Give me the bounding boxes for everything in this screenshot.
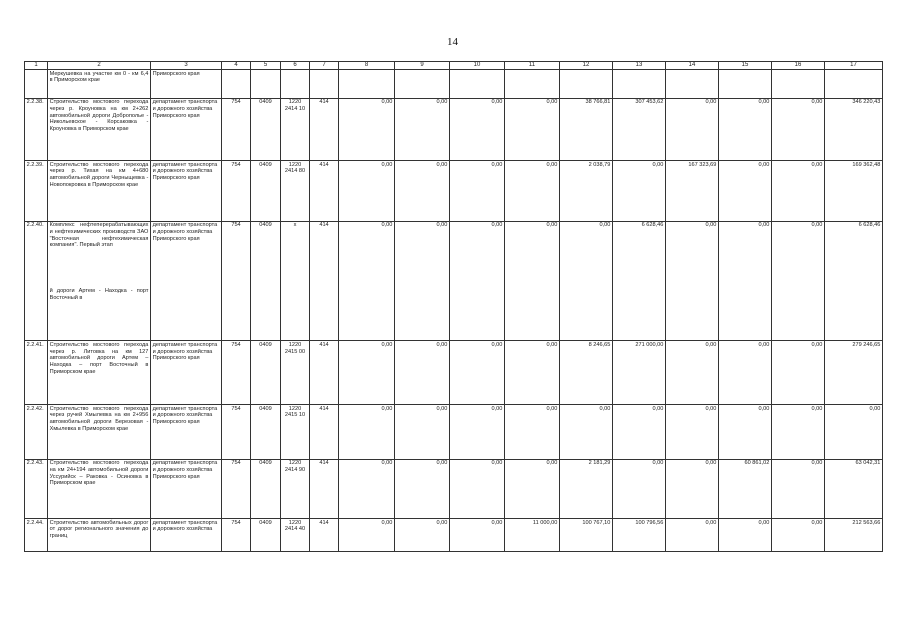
cell-c17: 0,00 [825, 404, 883, 459]
cell-c10: 0,00 [450, 519, 505, 552]
cell-c9: 0,00 [395, 161, 450, 222]
cell-c5: 0409 [251, 221, 281, 341]
column-header: 2 [48, 62, 151, 70]
item-name-text: Строительство мостового перехода через р. Тихая на км 4+680 автомобильной дороги Черныщевка - Новопокровка в Приморском крае [49, 161, 149, 188]
cell-c5: 0409 [251, 161, 281, 222]
item-name-text: Строительство мостового перехода на км 24+194 автомобильной дороги Уссурийск – Раковка - Осиновка в Приморском крае [49, 460, 149, 487]
item-name-text: Комплекс нефтеперерабатывающих и нефтехимических производств ЗАО "Восточная нефтехимическая компания". Первый этап [49, 222, 149, 249]
cell-c9: 0,00 [395, 459, 450, 519]
cell-c10: 0,00 [450, 404, 505, 459]
department: департамент транспорта и дорожного хозяйства Приморского края [151, 404, 222, 459]
column-header: 10 [450, 62, 505, 70]
cell-c12: 100 767,10 [560, 519, 613, 552]
column-header: 12 [560, 62, 613, 70]
department: департамент транспорта и дорожного хозяйства Приморского края [151, 459, 222, 519]
cell-c12 [560, 70, 613, 99]
cell-c10: 0,00 [450, 221, 505, 341]
cell-c6: 1220 2414 80 [281, 161, 310, 222]
cell-c16: 0,00 [772, 98, 825, 161]
item-number: 2.2.44. [25, 519, 48, 552]
cell-c12: 2 038,79 [560, 161, 613, 222]
cell-c8 [339, 70, 395, 99]
cell-c14: 0,00 [666, 221, 719, 341]
cell-c12: 38 766,81 [560, 98, 613, 161]
cell-c8: 0,00 [339, 161, 395, 222]
cell-c12: 8 246,65 [560, 341, 613, 405]
cell-c15: 0,00 [719, 519, 772, 552]
cell-c11: 0,00 [505, 404, 560, 459]
cell-c15: 0,00 [719, 341, 772, 405]
cell-c17: 6 628,46 [825, 221, 883, 341]
cell-c7: 414 [310, 161, 339, 222]
table-row [25, 519, 883, 552]
cell-c15: 0,00 [719, 221, 772, 341]
cell-c7: 414 [310, 98, 339, 161]
cell-c11: 0,00 [505, 341, 560, 405]
item-number [25, 70, 48, 99]
cell-c7: 414 [310, 404, 339, 459]
cell-c7 [310, 70, 339, 99]
item-name [48, 459, 151, 519]
cell-c14: 0,00 [666, 341, 719, 405]
cell-c5: 0409 [251, 459, 281, 519]
cell-c5 [251, 70, 281, 99]
item-name-text: Строительство мостового перехода через р. Литовка на км 127 автомобильной дороги Артем – Находка – порт Восточный в Приморском крае [49, 341, 149, 375]
cell-c4: 754 [222, 519, 251, 552]
cell-c7: 414 [310, 341, 339, 405]
cell-c16: 0,00 [772, 459, 825, 519]
cell-c13: 100 796,56 [613, 519, 666, 552]
cell-c12: 0,00 [560, 404, 613, 459]
table-row [25, 98, 883, 161]
item-name [48, 98, 151, 161]
cell-c11: 0,00 [505, 459, 560, 519]
column-header: 15 [719, 62, 772, 70]
item-number: 2.2.41. [25, 341, 48, 405]
cell-c17: 212 563,66 [825, 519, 883, 552]
cell-c8: 0,00 [339, 341, 395, 405]
cell-c8: 0,00 [339, 404, 395, 459]
cell-c8: 0,00 [339, 221, 395, 341]
cell-c12: 0,00 [560, 221, 613, 341]
cell-c15: 0,00 [719, 161, 772, 222]
column-header: 5 [251, 62, 281, 70]
cell-c17: 279 246,65 [825, 341, 883, 405]
table-row [25, 404, 883, 459]
cell-c11: 11 000,00 [505, 519, 560, 552]
cell-c17: 169 362,48 [825, 161, 883, 222]
cell-c15: 0,00 [719, 98, 772, 161]
cell-c16 [772, 70, 825, 99]
column-header: 1 [25, 62, 48, 70]
item-number: 2.2.43. [25, 459, 48, 519]
cell-c16: 0,00 [772, 404, 825, 459]
item-number: 2.2.39. [25, 161, 48, 222]
cell-c9: 0,00 [395, 98, 450, 161]
cell-c6: 1220 2414 90 [281, 459, 310, 519]
cell-c4: 754 [222, 404, 251, 459]
item-name-text: Меркушевка на участке км 0 - км 6,4 в Приморском крае [49, 70, 149, 84]
cell-c15 [719, 70, 772, 99]
item-name-text: Строительство автомобильных дорог от дорог регионального значения до границ [49, 519, 149, 540]
cell-c5: 0409 [251, 404, 281, 459]
table-row [25, 459, 883, 519]
department: департамент транспорта и дорожного хозяйства [151, 519, 222, 552]
item-name [48, 221, 151, 341]
item-name [48, 341, 151, 405]
cell-c10: 0,00 [450, 161, 505, 222]
cell-c6: 1220 2415 10 [281, 404, 310, 459]
cell-c9: 0,00 [395, 341, 450, 405]
cell-c4: 754 [222, 341, 251, 405]
table-row [25, 341, 883, 405]
item-number: 2.2.38. [25, 98, 48, 161]
cell-c13: 0,00 [613, 161, 666, 222]
item-number: 2.2.40. [25, 221, 48, 341]
cell-c9: 0,00 [395, 404, 450, 459]
column-header: 13 [613, 62, 666, 70]
cell-c16: 0,00 [772, 221, 825, 341]
cell-c4: 754 [222, 459, 251, 519]
cell-c6: x [281, 221, 310, 341]
cell-c16: 0,00 [772, 519, 825, 552]
cell-c8: 0,00 [339, 519, 395, 552]
cell-c13 [613, 70, 666, 99]
cell-c11: 0,00 [505, 221, 560, 341]
cell-c7: 414 [310, 519, 339, 552]
cell-c17: 346 220,43 [825, 98, 883, 161]
department: департамент транспорта и дорожного хозяйства Приморского края [151, 341, 222, 405]
cell-c15: 60 861,02 [719, 459, 772, 519]
cell-c9: 0,00 [395, 221, 450, 341]
cell-c10: 0,00 [450, 459, 505, 519]
cell-c17 [825, 70, 883, 99]
cell-c13: 271 000,00 [613, 341, 666, 405]
cell-c9: 0,00 [395, 519, 450, 552]
table-row [25, 221, 883, 341]
cell-c7: 414 [310, 459, 339, 519]
item-name-text: Строительство мостового перехода через р. Кроуновка на км 2+262 автомобильной дороги Доброполье - Никольевское - Корсаковка - Кроуновка в Приморском крае [49, 99, 149, 132]
cell-c16: 0,00 [772, 341, 825, 405]
cell-c8: 0,00 [339, 98, 395, 161]
cell-c15: 0,00 [719, 404, 772, 459]
department: департамент транспорта и дорожного хозяйства Приморского края [151, 221, 222, 341]
cell-c11: 0,00 [505, 161, 560, 222]
cell-c16: 0,00 [772, 161, 825, 222]
column-header: 3 [151, 62, 222, 70]
cell-c4: 754 [222, 98, 251, 161]
column-header: 11 [505, 62, 560, 70]
cell-c13: 6 628,46 [613, 221, 666, 341]
cell-c13: 0,00 [613, 459, 666, 519]
department: департамент транспорта и дорожного хозяйства Приморского края [151, 98, 222, 161]
page-number: 14 [447, 36, 458, 48]
cell-c4 [222, 70, 251, 99]
cell-c10: 0,00 [450, 341, 505, 405]
cell-c17: 63 042,31 [825, 459, 883, 519]
cell-c9 [395, 70, 450, 99]
cell-c10 [450, 70, 505, 99]
cell-c4: 754 [222, 221, 251, 341]
item-name [48, 161, 151, 222]
cell-c6: 1220 2415 00 [281, 341, 310, 405]
column-number-header [25, 62, 883, 70]
item-name [48, 70, 151, 99]
column-header: 7 [310, 62, 339, 70]
column-header: 6 [281, 62, 310, 70]
cell-c13: 307 453,62 [613, 98, 666, 161]
cell-c11: 0,00 [505, 98, 560, 161]
column-header: 8 [339, 62, 395, 70]
column-header: 9 [395, 62, 450, 70]
column-header: 4 [222, 62, 251, 70]
cell-c12: 2 181,29 [560, 459, 613, 519]
column-header: 14 [666, 62, 719, 70]
cell-c14: 0,00 [666, 404, 719, 459]
item-number: 2.2.42. [25, 404, 48, 459]
table-row [25, 161, 883, 222]
cell-c7: 414 [310, 221, 339, 341]
cell-c14: 0,00 [666, 98, 719, 161]
cell-c14: 0,00 [666, 459, 719, 519]
cell-c10: 0,00 [450, 98, 505, 161]
cell-c14: 0,00 [666, 519, 719, 552]
item-name [48, 404, 151, 459]
cell-c8: 0,00 [339, 459, 395, 519]
item-name-tail: й дороги Артем - Находка - порт Восточный в [49, 288, 149, 301]
cell-c5: 0409 [251, 341, 281, 405]
column-header: 16 [772, 62, 825, 70]
item-name [48, 519, 151, 552]
cell-c11 [505, 70, 560, 99]
department: департамент транспорта и дорожного хозяйства Приморского края [151, 161, 222, 222]
cell-c13: 0,00 [613, 404, 666, 459]
department: Приморского края [151, 70, 222, 99]
cell-c6: 1220 2414 40 [281, 519, 310, 552]
cell-c6: 1220 2414 10 [281, 98, 310, 161]
item-name-text: Строительство мостового перехода через ручей Хмылевка на км 2+956 автомобильной дороги Березовая - Хмылевка в Приморском крае [49, 405, 149, 432]
table-row [25, 70, 883, 99]
budget-table [24, 61, 883, 552]
cell-c5: 0409 [251, 519, 281, 552]
column-header: 17 [825, 62, 883, 70]
cell-c4: 754 [222, 161, 251, 222]
cell-c5: 0409 [251, 98, 281, 161]
cell-c14: 167 323,69 [666, 161, 719, 222]
cell-c14 [666, 70, 719, 99]
cell-c6 [281, 70, 310, 99]
